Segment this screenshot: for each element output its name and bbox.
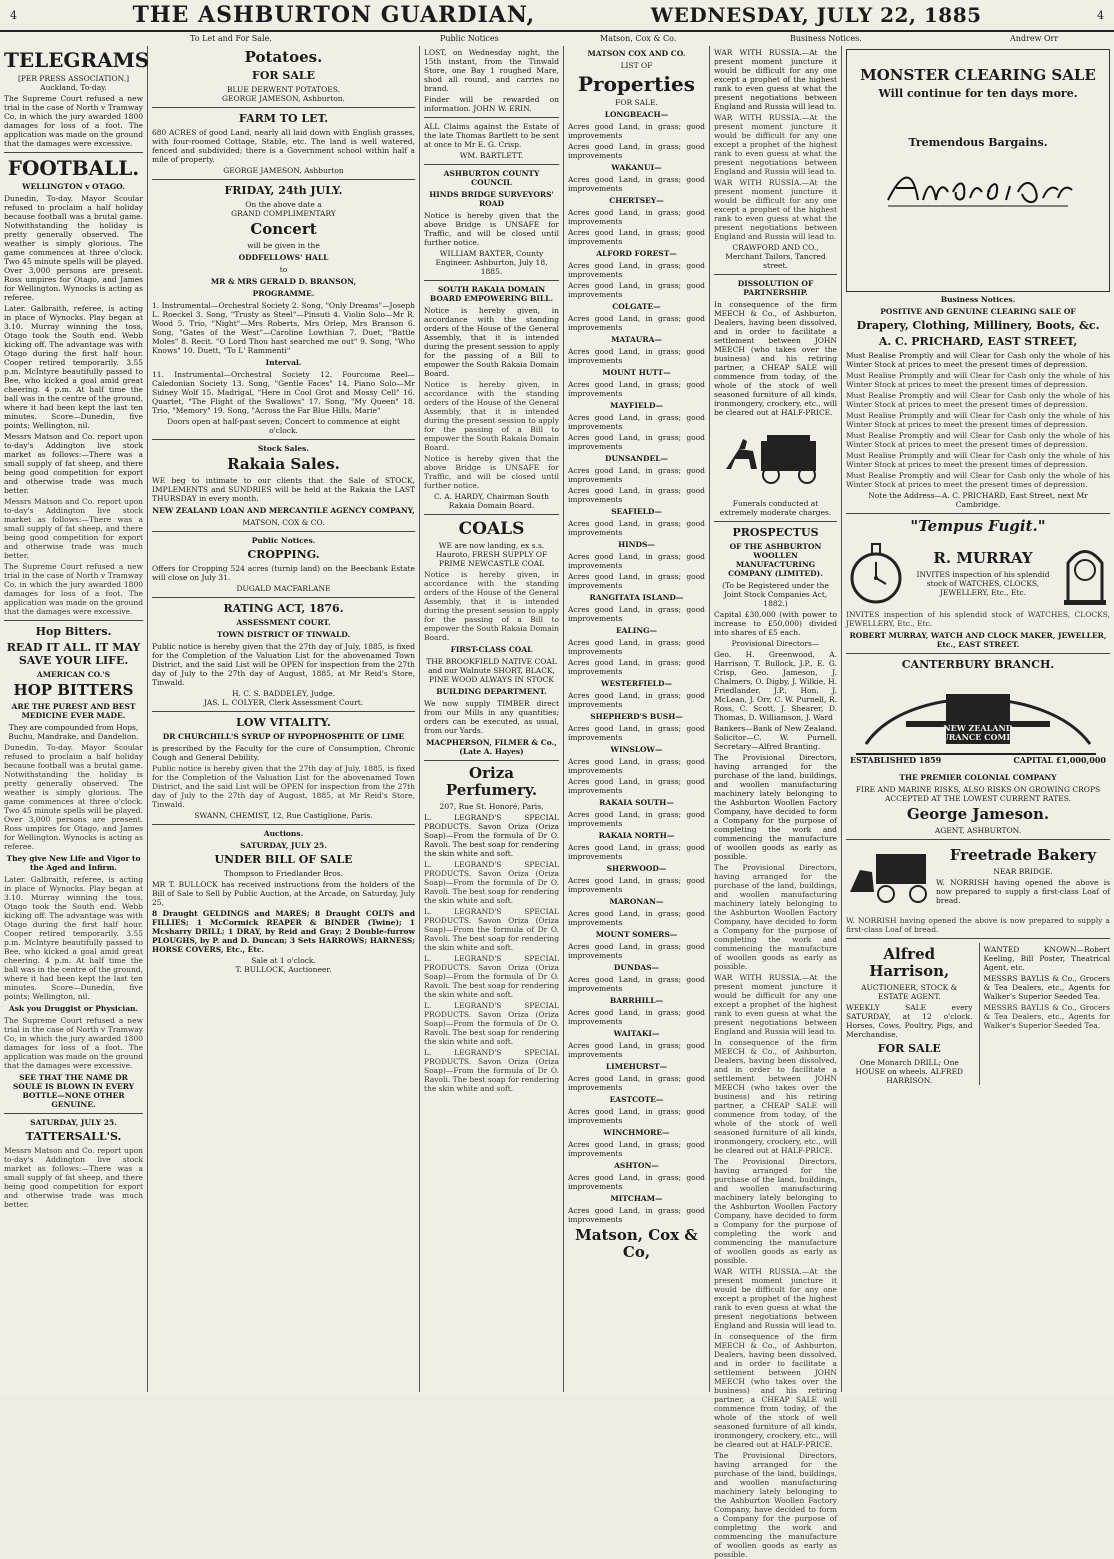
bakery-filler: W. NORRISH having opened the above is now prepared to supply a first-class Loaf of bread. (846, 916, 1110, 934)
prospectus-reg: (To be Registered under the Joint Stock Companies Act, 1882.) (722, 581, 829, 608)
column-1 (0, 46, 148, 1392)
mantel-clock-icon (1060, 538, 1110, 608)
entry: Acres good Land, in grass; good improvements (568, 347, 705, 365)
nz-loan: NEW ZEALAND LOAN AND MERCANTILE AGENCY COMPANY, (152, 506, 415, 515)
rating-sub: ASSESSMENT COURT. (236, 618, 331, 627)
entry: Acres good Land, in grass; good improvements (568, 757, 705, 775)
concert-doors: Doors open at half-past seven; Concert to commence at eight o'clock. (167, 417, 400, 435)
auctioneer: T. BULLOCK, Auctioneer. (235, 965, 332, 974)
war-filler-2: WAR WITH RUSSIA.—At the present moment juncture it would be difficult for any one except a prophet of the highest rank to even guess at what the present negotiations between England and Russia will lead to. (714, 178, 837, 241)
loc-ashton: ASHTON— (614, 1161, 659, 1170)
entry: Acres good Land, in grass; good improvements (568, 380, 705, 398)
entry: Acres good Land, in grass; good improvements (568, 810, 705, 828)
hearse-icon (721, 429, 831, 489)
entry: Acres good Land, in grass; good improvements (568, 1140, 705, 1158)
building-heading: BUILDING DEPARTMENT. (436, 687, 547, 696)
column-5 (710, 46, 842, 1559)
football-heading: FOOTBALL. (7, 156, 140, 180)
prichard-filler-3: Must Realise Promptly and will Clear for Cash only the whole of his Winter Stock at prices to meet the present times of depression. (846, 411, 1110, 429)
vitality-chem: SWANN, CHEMIST, 12, Rue Castiglione, Paris. (194, 811, 373, 820)
entry: Acres good Land, in grass; good improvements (568, 572, 705, 590)
loc-eastcote: EASTCOTE— (609, 1095, 664, 1104)
premier: THE PREMIER COLONIAL COMPANY (899, 773, 1057, 782)
bakery-text: W. NORRISH having opened the above is now prepared to supply a first-class Loaf of bread. (936, 878, 1110, 905)
col4-head: Matson, Cox & Co. (600, 34, 677, 43)
column-6 (842, 46, 1114, 1392)
prospectus-filler-2: WAR WITH RUSSIA.—At the present moment juncture it would be difficult for any one except a prophet of the highest rank to even guess at what the present negotiations between England and Russia will lead to. (714, 973, 837, 1036)
potatoes-agent: GEORGE JAMESON, Ashburton. (222, 94, 345, 103)
domain-filler-2: Notice is hereby given that the above Bridge is UNSAFE for Traffic, and will be closed until further notice. (424, 454, 559, 490)
masthead (0, 0, 1114, 32)
harrison-heading: Alfred Harrison, (869, 945, 950, 980)
prichard-text: Must Realise Promptly and will Clear for Cash only the whole of his Winter Stock at prices to meet the present times of depression. (846, 351, 1110, 369)
oriza-heading: Oriza Perfumery. (445, 764, 538, 799)
oriza-filler-3: L. LEGRAND'S SPECIAL PRODUCTS. Savon Oriza (Oriza Soap)—From the formula of Dr O. Ravoli. The best soap for rendering the skin white and soft. (424, 954, 559, 999)
drapery-heading: Drapery, Clothing, Millinery, Boots, &c. (856, 319, 1100, 332)
hop-druggist: Ask you Druggist or Physician. (8, 1004, 139, 1013)
concert-people: MR & MRS GERALD D. BRANSON, (210, 277, 357, 286)
oriza-filler-4: L. LEGRAND'S SPECIAL PRODUCTS. Savon Oriza (Oriza Soap)—From the formula of Dr O. Ravoli. The best soap for rendering the skin white and soft. (424, 1001, 559, 1046)
col1-filler-2: The Supreme Court refused a new trial in the case of North v Tramway Co, in which the jury awarded 1800 damages for loss of a foot. The application was made on the ground that the damages were excessive. (4, 562, 143, 616)
telegrams-heading: TELEGRAMS (4, 48, 150, 72)
hop-give: They give New Life and Vigor to the Aged and Infirm. (6, 854, 141, 872)
murray-text: INVITES inspection of his splendid stock of WATCHES, CLOCKS, JEWELLERY, Etc., Etc. (916, 570, 1050, 597)
for-sale: FOR SALE. (615, 98, 658, 107)
prospectus-capital: Capital £30,000 (with power to increase to £50,000) divided into shares of £5 each. (714, 610, 837, 637)
domain-sig: C. A. HARDY, Chairman South Rakaia Domain Board. (434, 492, 549, 510)
farm-heading: FARM TO LET. (238, 112, 329, 125)
building-text: We now supply TIMBER direct from our Mills in any quantities; orders can be executed, as usual, from our Yards. (424, 699, 559, 735)
vitality-text: is prescribed by the Faculty for the cure of Consumption, Chronic Cough and General Debility. (152, 744, 415, 762)
concert-heading: Concert (250, 220, 317, 238)
rakaia-text: WE beg to intimate to our clients that the Sale of STOCK, IMPLEMENTS and SUNDRIES will be held at the Rakaia the LAST THURSDAY in every month. (152, 476, 415, 503)
prospectus-text: The Provisional Directors, having arranged for the purchase of the land, buildings, and woollen manufacturing machinery lately belonging to the Ashburton Woollen Factory Company, have decided to form a Company for the purpose of completing the work and commencing the manufacture of woollen goods as early as possible. (714, 753, 837, 861)
dissolution-heading: DISSOLUTION OF PARTNERSHIP. (737, 279, 814, 297)
column-2 (148, 46, 420, 1392)
rakaia-heading: Rakaia Sales. (227, 455, 340, 473)
council-heading: ASHBURTON COUNTY COUNCIL (443, 169, 540, 187)
page-number-right: 4 (1096, 8, 1104, 22)
entry: Acres good Land, in grass; good improvements (568, 843, 705, 861)
bottom-ads (846, 943, 1110, 1085)
hop-heading: Hop Bitters. (35, 625, 112, 638)
murray-ad (846, 538, 1110, 608)
loc-winchmore: WINCHMORE— (603, 1128, 670, 1137)
entry: Acres good Land, in grass; good improvements (568, 1041, 705, 1059)
jameson: George Jameson. (906, 805, 1050, 823)
murray-foot: ROBERT MURRAY, WATCH AND CLOCK MAKER, JEWELLER, Etc., EAST STREET. (849, 631, 1107, 649)
bn-heading: Business Notices. (940, 295, 1016, 304)
vitality-heading: LOW VITALITY. (236, 716, 331, 729)
entry: Acres good Land, in grass; good improvements (568, 486, 705, 504)
loc-rakaia-north: RAKAIA NORTH— (598, 831, 675, 840)
hop-made: They are compounded from Hops, Buchu, Mandrake, and Dandelion. (8, 723, 139, 741)
tattersall-heading: TATTERSALL'S. (25, 1130, 122, 1143)
cropping-agent: DUGALD MACFARLANE (236, 584, 331, 593)
harrison-sub: AUCTIONEER, STOCK & ESTATE AGENT. (861, 983, 958, 1001)
loc-chertsey: CHERTSEY— (609, 196, 664, 205)
loc-mitcham: MITCHAM— (610, 1194, 663, 1203)
loc-wakanui: WAKANUI— (611, 163, 662, 172)
council-sub: HINDS BRIDGE SURVEYORS' ROAD (429, 190, 554, 208)
entry: Acres good Land, in grass; good improvements (568, 314, 705, 332)
interval: Interval. (265, 358, 302, 367)
council-text: Notice is hereby given that the above Bridge is UNSAFE for Traffic, and will be closed until further notice. (424, 211, 559, 247)
positive-heading: POSITIVE AND GENUINE CLEARING SALE OF (880, 307, 1076, 316)
hop-american: AMERICAN CO.'S (36, 670, 111, 679)
prospectus-company: OF THE ASHBURTON WOOLLEN MANUFACTURING COMPANY (LIMITED). (728, 542, 823, 578)
entry: Acres good Land, in grass; good improvements (568, 228, 705, 246)
loc-waitaki: WAITAKI— (613, 1029, 660, 1038)
entry: Acres good Land, in grass; good improvements (568, 658, 705, 676)
entry: Acres good Land, in grass; good improvements (568, 175, 705, 193)
loc-rakaia-south: RAKAIA SOUTH— (599, 798, 674, 807)
col3-head: Public Notices (440, 34, 499, 43)
prospectus-heading: PROSPECTUS (732, 526, 819, 539)
domain-text: Notice is hereby given, in accordance with the standing orders of the House of the General Assembly, that it is intended during the present session to apply for the passing of a Bill to empower the South Rakaia Domain Board. (424, 306, 559, 378)
oriza-filler: L. LEGRAND'S SPECIAL PRODUCTS. Savon Oriza (Oriza Soap)—From the formula of Dr O. Ravoli. The best soap for rendering the skin white and soft. (424, 860, 559, 905)
wanted-ad (979, 943, 1111, 1085)
football-sub: WELLINGTON v OTAGO. (22, 182, 125, 191)
war-text: WAR WITH RUSSIA.—At the present moment juncture it would be difficult for any one except a prophet of the highest rank to even guess at what the present negotiations between England and Russia will lead to. (714, 48, 837, 111)
loc-longbeach: LONGBEACH— (604, 110, 669, 119)
harrison-ad (846, 943, 973, 1085)
harrison-sale: FOR SALE (877, 1042, 941, 1055)
bakery-sub: NEAR BRIDGE. (993, 867, 1053, 876)
concert-allotment: On the above date a (245, 200, 322, 209)
market-report: Messrs Matson and Co. report upon to-day's Addington live stock market as follows:—There was a small supply of fat sheep, and there being good competition for export and otherwise trade was much better. (4, 432, 143, 495)
loc-mataura: MATAURA— (611, 335, 662, 344)
murray-filler: INVITES inspection of his splendid stock of WATCHES, CLOCKS, JEWELLERY, Etc., Etc. (846, 610, 1110, 628)
loc-mount-somers: MOUNT SOMERS— (595, 930, 678, 939)
bankers: Bankers—Bank of New Zealand. Solicitor—C. W. Purnell. Secretary—Alfred Branting. (714, 724, 837, 751)
loc-maronan: MARONAN— (609, 897, 664, 906)
col6-head: Andrew Orr (1010, 34, 1059, 43)
loc-winslow: WINSLOW— (610, 745, 663, 754)
harrison-foot: One Monarch DRILL; One HOUSE on wheels. ALFRED HARRISON. (855, 1058, 964, 1085)
prospectus-filler: The Provisional Directors, having arranged for the purchase of the land, buildings, and woollen manufacturing machinery lately belonging to the Ashburton Woollen Factory Company, have decided to form a Company for the purpose of completing the work and commencing the manufacture of woollen goods as early as possible. (714, 863, 837, 971)
loc-alford: ALFORD FOREST— (596, 249, 677, 258)
telegrams-sub: [PER PRESS ASSOCIATION.] (17, 74, 130, 83)
col1-filler: Messrs Matson and Co. report upon to-day's Addington live stock market as follows:—There was a small supply of fat sheep, and there being good competition for export and otherwise trade was much better. (4, 497, 143, 560)
insurance-name: NEW ZEALAND INSURANCE COMPANY (924, 723, 1032, 742)
matson-cox: MATSON, COX & CO. (242, 518, 325, 527)
football-later: Later. Galbraith, referee, is acting in place of Wynocks. Play began at 3.10. Murray winning the toss, Otago took the South end. Webb kicking off. The advantage was with Otago during the first half hour. Cooper retired temporarily. 3.55 p.m. McIntyre beautifully passed to Bee, who kicked a goal amid great cheering. 4 p.m. At half time the ball was in the centre of the ground, where it had been kept the last ten minutes. Score—Dunedin, five points; Wellington, nil. (4, 304, 143, 430)
loc-mayfield: MAYFIELD— (610, 401, 663, 410)
coals-text: WE are now landing, ex s.s. Hauroto, FRESH SUPPLY OF PRIME NEWCASTLE COAL (435, 541, 548, 568)
macpherson: MACPHERSON, FILMER & Co., (Late A. Hayes) (426, 738, 557, 756)
entry: Acres good Land, in grass; good improvements (568, 1206, 705, 1224)
bill-heading: UNDER BILL OF SALE (214, 853, 353, 866)
cropping-heading: CROPPING. (247, 548, 320, 561)
prospectus-filler-6: In consequence of the firm MEECH & Co., of Ashburton, Dealers, having been dissolved, and in order to facilitate a settlement between JOHN MEECH (who takes over the business) and his retiring partner, a CHEAP SALE will commence from today, of the whole of the stock of well seasoned furniture of all kinds, ironmongery, crockery, etc., will be cleared out at HALF-PRICE. (714, 1332, 837, 1449)
entry: Acres good Land, in grass; good improvements (568, 1173, 705, 1191)
loc-ealing: EALING— (615, 626, 658, 635)
public-heading: Public Notices. (251, 536, 316, 545)
coals-heading: COALS (458, 519, 525, 539)
coals-sub: FIRST-CLASS COAL (450, 645, 533, 654)
loc-dunsandel: DUNSANDEL— (605, 454, 668, 463)
hop-purest: ARE THE PUREST AND BEST MEDICINE EVER MADE. (11, 702, 136, 720)
jameson-agent: AGENT, ASHBURTON. (934, 826, 1022, 835)
programme-part2: 11. Instrumental—Orchestral Society 12. Fourcome Reel—Caledonian Society 13. Song, "Gentle Faces" 14. Piano Solo—Mr Sidney Wolf 15. Madrigal, "Here in Cool Grot and Mossy Cell" 16. Quartet, "The Flight of the Swallows" 17. Song, "My Queen" 18. Trio, "Memory" 19. Song, "Across the Far Blue Hills, Marie" (152, 370, 415, 415)
firm-footer: Matson, Cox & Co, (575, 1226, 698, 1261)
entry: Acres good Land, in grass; good improvements (568, 691, 705, 709)
tattersall-text: Messrs Matson and Co. report upon to-day's Addington live stock market as follows:—There was a small supply of fat sheep, and there being good competition for export and otherwise trade was much better. (4, 1146, 143, 1209)
bakery-cart-icon (846, 844, 936, 914)
concert-date: FRIDAY, 24th JULY. (224, 184, 343, 197)
directors-heading: Provisional Directors— (731, 639, 820, 648)
properties-heading: Properties (578, 72, 695, 96)
concert-given: will be given in the (247, 241, 320, 250)
baylis-text: MESSRS BAYLIS & Co., Grocers & Tea Dealers, etc., Agents for Walker's Superior Seeded Tea. (983, 974, 1110, 1001)
loc-colgate: COLGATE— (612, 302, 661, 311)
tempus-heading: "Tempus Fugit." (910, 517, 1046, 535)
telegrams-text: The Supreme Court refused a new trial in the case of North v Tramway Co, in which the jury awarded 1800 damages for loss of a foot. The application was made on the ground that the damages were excessive. (4, 94, 143, 148)
loc-limehurst: LIMEHURST— (605, 1062, 668, 1071)
entry: Acres good Land, in grass; good improvements (568, 942, 705, 960)
war-sig: CRAWFORD AND CO., Merchant Tailors, Tancred street. (725, 243, 826, 270)
oriza-text: L. LEGRAND'S SPECIAL PRODUCTS. Savon Oriza (Oriza Soap)—From the formula of Dr O. Ravoli. The best soap for rendering the skin white and soft. (424, 813, 559, 858)
entry: Acres good Land, in grass; good improvements (568, 605, 705, 623)
risks: FIRE AND MARINE RISKS, ALSO RISKS ON GROWING CROPS ACCEPTED AT THE LOWEST CURRENT RATES. (855, 785, 1101, 803)
entry: Acres good Land, in grass; good improvements (568, 519, 705, 537)
orr-signature-block (850, 152, 1106, 222)
entry: Acres good Land, in grass; good improvements (568, 975, 705, 993)
prospectus-filler-7: The Provisional Directors, having arranged for the purchase of the land, buildings, and woollen manufacturing machinery lately belonging to the Ashburton Woollen Factory Company, have decided to form a Company for the purpose of completing the work and commencing the manufacture of woollen goods as early as possible. (714, 1451, 837, 1559)
entry: Acres good Land, in grass; good improvements (568, 1107, 705, 1125)
programme-part1: 1. Instrumental—Orchestral Society 2. Song, "Only Dreams"—Joseph L. Roeckel 3. Song, "Trusty as Steel"—Pinsuti 4. Violin Solo—Mr R. Wood 5. Trio, "Night"—Mrs Roberts, Mrs Orlep, Mrs Branson 6. Song, "Gates of the West"—Caroline Lowthian 7. Duet, "Battle Moles" 8. Recit. "O Lord Thou hast searched me out" 9. Song, "Who Knows" 10. Duett, "To L' Rammenti" (152, 301, 415, 355)
monster-sale: MONSTER CLEARING SALE (860, 66, 1096, 84)
bargains: Tremendous Bargains. (908, 136, 1048, 149)
hop-bitters: HOP BITTERS (13, 681, 134, 699)
prichard-filler-6: Must Realise Promptly and will Clear for Cash only the whole of his Winter Stock at prices to meet the present times of depression. (846, 471, 1110, 489)
entry: Acres good Land, in grass; good improvements (568, 466, 705, 484)
insurance-banner (846, 674, 1110, 770)
hop-filler: Dunedin, To-day. Mayor Scoular refused to proclaim a half holiday because football was a brutal game. Notwithstanding the holiday is pretty generally observed. The weather is simply glorious. The game commences at three o'clock. Two 45 minute spells will be played. Over 3,000 persons are present. Ross umpires for Otago, and James for Wellington. Wynocks is acting as referee. (4, 743, 143, 851)
prichard-filler-4: Must Realise Promptly and will Clear for Cash only the whole of his Winter Stock at prices to meet the present times of depression. (846, 431, 1110, 449)
farm-agent: GEORGE JAMESON, Ashburton (223, 166, 344, 175)
rating-sig: H. C. S. BADDELEY, Judge. (231, 689, 336, 698)
entry: Acres good Land, in grass; good improvements (568, 876, 705, 894)
rating-clerk: JAS. L. COLYER, Clerk Assessment Court. (203, 698, 364, 707)
loc-westerfield: WESTERFIELD— (601, 679, 672, 688)
entry: Acres good Land, in grass; good improvements (568, 552, 705, 570)
loc-seafield: SEAFIELD— (611, 507, 662, 516)
sale-time: Sale at 1 o'clock. (251, 956, 316, 965)
newspaper-title: THE ASHBURTON GUARDIAN, (132, 2, 536, 28)
entry: Acres good Land, in grass; good improvements (568, 1008, 705, 1026)
loc-hinds: HINDS— (618, 540, 655, 549)
col5-head: Business Notices. (790, 34, 862, 43)
list-of: LIST OF (620, 61, 653, 70)
directors-list: Geo. H. Greenwood, A. Harrison, T. Bullock, J.P., E. G. Crisp, Geo. Jameson, J. Chalmers, O. Digby, J. Wilkie, H. Friedlander, J.P., Hon. J. McLean, J. Orr, C. W. Purnell, R. Ross, C. Scott, J. Shearer, D. Thomas, D. Williamson, J. Ward (714, 650, 837, 722)
column-4 (564, 46, 710, 1392)
entry: Acres good Land, in grass; good improvements (568, 413, 705, 431)
bakery-heading: Freetrade Bakery (949, 846, 1097, 864)
football-text: Dunedin, To-day. Mayor Scoular refused to proclaim a half holiday because football was a brutal game. Notwithstanding the holiday is pretty generally observed. The weather is simply glorious. The game commences at three o'clock. Two 45 minute spells will be played. Over 3,000 persons are present. Ross umpires for Otago, and James for Wellington. Wynocks is acting as referee. (4, 194, 143, 302)
pocket-watch-icon (846, 538, 906, 608)
saturday-heading: SATURDAY, JULY 25. (30, 1118, 117, 1127)
capital: CAPITAL £1,000,000 (1013, 755, 1106, 765)
hearse-illustration (714, 419, 837, 499)
claims-sig: WM. BARTLETT. (459, 151, 524, 160)
orr-advert (846, 49, 1110, 292)
auction-text: MR T. BULLOCK has received instructions from the holders of the Bill of Sale to Sell by Public Auction, at the Arcade, on Saturday, July 25, (152, 880, 415, 907)
hop-filler-3: The Supreme Court refused a new trial in the case of North v Tramway Co, in which the jury awarded 1800 damages for loss of a foot. The application was made on the ground that the damages were excessive. (4, 1016, 143, 1070)
page-number-left: 4 (10, 8, 17, 22)
cropping-text: Offers for Cropping 524 acres (turnip land) on the Beecbank Estate will close on July 31. (152, 564, 415, 582)
domain-filler: Notice is hereby given, in accordance with the standing orders of the House of the General Assembly, that it is intended during the present session to apply for the passing of a Bill to empower the South Rakaia Domain Board. (424, 380, 559, 452)
entry: Acres good Land, in grass; good improvements (568, 1074, 705, 1092)
potatoes-sale: FOR SALE (252, 69, 315, 82)
firm-name: MATSON COX AND CO. (587, 49, 686, 58)
rating-town: TOWN DISTRICT OF TINWALD. (216, 630, 351, 639)
loc-shepherds: SHEPHERD'S BUSH— (590, 712, 683, 721)
dissolution-text: In consequence of the firm MEECH & Co., of Ashburton, Dealers, having been dissolved, and in order to facilitate a settlement between JOHN MEECH (who takes over the business) and his retiring partner, a CHEAP SALE will commence from today, of the whole of the stock of well seasoned furniture of all kinds, ironmongery, crockery, etc., will be cleared out at HALF-PRICE. (714, 300, 837, 417)
rating-heading: RATING ACT, 1876. (223, 602, 344, 615)
prospectus-filler-5: WAR WITH RUSSIA.—At the present moment juncture it would be difficult for any one except a prophet of the highest rank to even guess at what the present negotiations between England and Russia will lead to. (714, 1267, 837, 1330)
prichard-filler: Must Realise Promptly and will Clear for Cash only the whole of his Winter Stock at prices to meet the present times of depression. (846, 371, 1110, 389)
signature-icon (878, 162, 1078, 212)
council-sig: WILLIAM BAXTER, County Engineer. Ashburton, July 18, 1885. (435, 249, 548, 276)
vitality-sub: DR CHURCHILL'S SYRUP OF HYPOPHOSPHITE OF LIME (162, 732, 405, 741)
entry: Acres good Land, in grass; good improvements (568, 142, 705, 160)
prichard-filler-2: Must Realise Promptly and will Clear for Cash only the whole of his Winter Stock at prices to meet the present times of depression. (846, 391, 1110, 409)
entry: Acres good Land, in grass; good improvements (568, 777, 705, 795)
domain-heading: SOUTH RAKAIA DOMAIN BOARD EMPOWERING BILL. (429, 285, 554, 303)
loc-dundas: DUNDAS— (613, 963, 660, 972)
prichard-filler-5: Must Realise Promptly and will Clear for Cash only the whole of his Winter Stock at prices to meet the present times of depression. (846, 451, 1110, 469)
hop-filler-2: Later. Galbraith, referee, is acting in place of Wynocks. Play began at 3.10. Murray winning the toss, Otago took the South end. Webb kicking off. The advantage was with Otago during the first half hour. Cooper retired temporarily. 3.55 p.m. McIntyre beautifully passed to Bee, who kicked a goal amid great cheering. 4 p.m. At half time the ball was in the centre of the ground, where it had been kept the last ten minutes. Score—Dunedin, five points; Wellington, nil. (4, 875, 143, 1001)
rating-text: Public notice is hereby given that the 27th day of July, 1885, is fixed for the Completion of the Valuation List for the abovenamed Town District, and the said List will be OPEN for inspection from the 27th day of July to the 27th day of August, 1885, at Mr Reid's Store, Tinwald. (152, 642, 415, 687)
auction-items: 8 Draught GELDINGS and MARES; 8 Draught COLTS and FILLIES; 1 McCormick REAPER & BINDER (Twine); 1 Mcsharry DRILL; 1 DRAY, by Reid and Gray; 2 Double-furrow PLOUGHS, by P. and D. Duncan; 3 Sets HARROWS; HARNESS; HORSE COVERS, Etc., Etc. (152, 909, 415, 954)
programme-heading: PROGRAMME. (252, 289, 315, 298)
lost-notice: LOST, on Wednesday night, the 15th instant, from the Tinwald Store, one Bay 1 roughed Mare, shod all round, and carries no brand. (424, 48, 559, 93)
oriza-filler-5: L. LEGRAND'S SPECIAL PRODUCTS. Savon Oriza (Oriza Soap)—From the formula of Dr O. Ravoli. The best soap for rendering the skin white and soft. (424, 1048, 559, 1093)
prichard-heading: A. C. PRICHARD, EAST STREET, (878, 335, 1078, 348)
established: ESTABLISHED 1859 (850, 755, 942, 765)
stock-heading: Stock Sales. (258, 444, 309, 453)
concert-grand: GRAND COMPLIMENTARY (231, 209, 336, 218)
entry: Acres good Land, in grass; good improvements (568, 638, 705, 656)
bill-text: Thompson to Friedlander Bros. (224, 869, 343, 878)
coals-native: THE BROOKFIELD NATIVE COAL and our Walnute SHORT, BLACK, PINE WOOD ALWAYS IN STOCK (426, 657, 557, 684)
entry: Acres good Land, in grass; good improvements (568, 261, 705, 279)
potatoes-heading: Potatoes. (244, 48, 323, 66)
entry: Acres good Land, in grass; good improvements (568, 122, 705, 140)
coals-filler: Notice is hereby given, in accordance with the standing orders of the House of the General Assembly, that it is intended during the present session to apply for the passing of a Bill to empower the South Rakaia Domain Board. (424, 570, 559, 642)
telegrams-place: Auckland, To-day. (40, 83, 107, 92)
potatoes-text: BLUE DERWENT POTATOES. (226, 85, 341, 94)
entry: Acres good Land, in grass; good improvements (568, 909, 705, 927)
bakery-ad (846, 844, 1110, 914)
canterbury-heading: CANTERBURY BRANCH. (901, 658, 1055, 671)
wanted-text: WANTED KNOWN—Robert Keeling, Bill Poster, Theatrical Agent, etc. (983, 945, 1110, 972)
concert-tribute: to (279, 265, 288, 274)
baylis-filler: MESSRS BAYLIS & Co., Grocers & Tea Dealers, etc., Agents for Walker's Superior Seeded Tea. (983, 1003, 1110, 1030)
hop-see: SEE THAT THE NAME DR SOULE IS BLOWN IN EVERY BOTTLE—NONE OTHER GENUINE. (12, 1073, 135, 1109)
loc-mount-hutt: MOUNT HUTT— (602, 368, 671, 377)
concert-hall: ODDFELLOWS' HALL (238, 253, 329, 262)
loc-barrhill: BARRHILL— (609, 996, 664, 1005)
murray-name: R. MURRAY (933, 549, 1033, 567)
auction-date: SATURDAY, JULY 25. (240, 841, 327, 850)
column-headers (0, 34, 1114, 46)
entry: Acres good Land, in grass; good improvements (568, 433, 705, 451)
oriza-filler-2: L. LEGRAND'S SPECIAL PRODUCTS. Savon Oriza (Oriza Soap)—From the formula of Dr O. Ravoli. The best soap for rendering the skin white and soft. (424, 907, 559, 952)
prospectus-filler-4: The Provisional Directors, having arranged for the purchase of the land, buildings, and woollen manufacturing machinery lately belonging to the Ashburton Woollen Factory Company, have decided to form a Company for the purpose of completing the work and commencing the manufacture of woollen goods as early as possible. (714, 1157, 837, 1265)
farm-text: 680 ACRES of good Land, nearly all laid down with English grasses, with four-roomed Cottage, Stable, etc. The land is well watered, fenced and subdivided; there is a Government school within half a mile of property. (152, 128, 415, 164)
continue-days: Will continue for ten days more. (878, 87, 1078, 100)
funerals-text: Funerals conducted at extremely moderate charges. (719, 499, 832, 517)
issue-date: WEDNESDAY, JULY 22, 1885 (650, 3, 982, 27)
vitality-filler: Public notice is hereby given that the 27th day of July, 1885, is fixed for the Completion of the Valuation List for the abovenamed Town District, and the said List will be OPEN for inspection from the 27th day of July to the 27th day of August, 1885, at Mr Reid's Store, Tinwald. (152, 764, 415, 809)
hop-read: READ IT ALL. IT MAY SAVE YOUR LIFE. (6, 641, 141, 667)
harrison-text: WEEKLY SALE every SATURDAY, at 12 o'clock. Horses, Cows, Poultry, Pigs, and Merchandise. (846, 1003, 973, 1039)
oriza-sub: 207, Rue St. Honoré, Paris, (439, 802, 544, 811)
lost-reward: Finder will be rewarded on information. JOHN W. ERIN. (424, 95, 559, 113)
loc-rangitata: RANGITATA ISLAND— (589, 593, 684, 602)
prospectus-filler-3: In consequence of the firm MEECH & Co., of Ashburton, Dealers, having been dissolved, and in order to facilitate a settlement between JOHN MEECH (who takes over the business) and his retiring partner, a CHEAP SALE will commence from today, of the whole of the stock of well seasoned furniture of all kinds, ironmongery, crockery, etc., will be cleared out at HALF-PRICE. (714, 1038, 837, 1155)
war-filler: WAR WITH RUSSIA.—At the present moment juncture it would be difficult for any one except a prophet of the highest rank to even guess at what the present negotiations between England and Russia will lead to. (714, 113, 837, 176)
claims-notice: ALL Claims against the Estate of the late Thomas Bartlett to be sent at once to Mr E. G. Crisp. (424, 122, 559, 149)
entry: Acres good Land, in grass; good improvements (568, 208, 705, 226)
entry: Acres good Land, in grass; good improvements (568, 281, 705, 299)
prichard-foot: Note the Address—A. C. PRICHARD, East Street, next Mr Cambridge. (868, 491, 1088, 509)
loc-sherwood: SHERWOOD— (606, 864, 667, 873)
column-3 (420, 46, 564, 1392)
auctions-heading: Auctions. (263, 829, 304, 838)
entry: Acres good Land, in grass; good improvements (568, 724, 705, 742)
col2-head: To Let and For Sale. (190, 34, 272, 43)
